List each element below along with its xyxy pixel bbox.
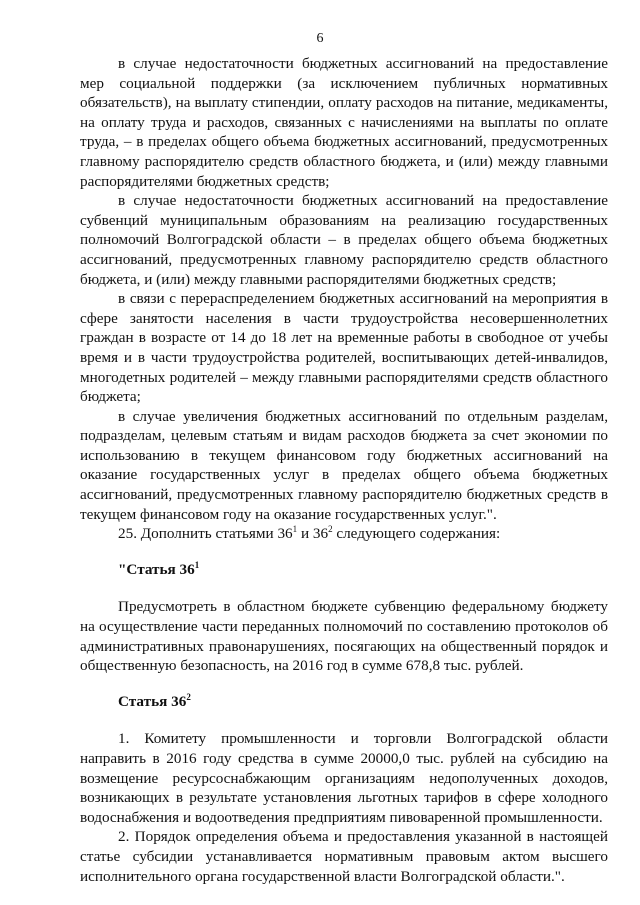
amendment-suffix: следующего содержания: (332, 525, 501, 543)
amendment-25 (80, 524, 608, 544)
article-36-1-title-sup: 1 (194, 559, 200, 570)
paragraph-budget-increase: в случае увеличения бюджетных ассигнований по отдельным разделам, подразделам, целевым статьям и видам расходов бюджета за счет экономии по использованию в текущем финансовом году бюджетных ассигнований на оказание государственных услуг в пределах общего объема бюджетных ассигнований, предусмотренных главному распорядителю бюджетных средств в текущем финансовом году на оказание государственных услуг.". (80, 407, 608, 523)
article-36-1-title-text: "Статья 36 (118, 560, 195, 578)
article-36-2-item-2: 2. Порядок определения объема и предоставления указанной в настоящей статье субсидии устанавливается нормативным правовым актом высшего исполнительного органа государственной власти Волгоградской области.". (80, 828, 608, 885)
amendment-sup-1: 1 (292, 524, 298, 535)
amendment-sup-2: 2 (328, 524, 333, 535)
document-body (80, 54, 608, 886)
article-36-2-title-text: Статья 36 (118, 692, 187, 710)
paragraph-budget-social-support: в случае недостаточности бюджетных ассигнований на предоставление мер социальной поддержки (за исключением публичных нормативных обязательств), на выплату стипендии, оплату расходов на питание, медикаменты, на оплату труда и расходов, связанных с начислениями на выплаты по оплате труда, – в пределах общего объема бюджетных ассигнований, предусмотренных главному распорядителю средств областного бюджета, и (или) между главными распорядителями бюджетных средств; (80, 55, 608, 190)
page-number: 6 (316, 31, 324, 46)
article-36-2-title (80, 692, 608, 712)
article-36-2-title-sup: 2 (186, 691, 191, 702)
article-36-1-text: Предусмотреть в областном бюджете субвенцию федеральному бюджету на осуществление части переданных полномочий по составлению протоколов об административных правонарушениях, посягающих на общественный порядок и общественную безопасность, на 2016 год в сумме 678,8 тыс. рублей. (80, 598, 608, 675)
paragraph-budget-subventions: в случае недостаточности бюджетных ассигнований на предоставление субвенций муниципальным образованиям на реализацию государственных полномочий Волгоградской области – в пределах общего объема бюджетных ассигнований, предусмотренных главному распорядителю средств областного бюджета, и (или) между главными распорядителями бюджетных средств; (80, 192, 608, 288)
amendment-middle: и 36 (297, 525, 329, 543)
amendment-prefix: 25. Дополнить статьями 36 (118, 525, 293, 543)
article-36-1-title (80, 560, 608, 580)
paragraph-employment-redistribution: в связи с перераспределением бюджетных ассигнований на мероприятия в сфере занятости населения в части трудоустройства несовершеннолетних граждан в возрасте от 14 до 18 лет на временные работы в свободное от учебы время и в части трудоустройства родителей, воспитывающих детей-инвалидов, многодетных родителей – между главными распорядителями средств областного бюджета; (80, 290, 608, 406)
article-36-2-item-1: 1. Комитету промышленности и торговли Волгоградской области направить в 2016 году средства в сумме 20000,0 тыс. рублей на субсидию на возмещение ресурсоснабжающим организациям недополученных доходов, возникающих в результате установления льготных тарифов в сфере холодного водоснабжения и водоотведения предприятиям пивоваренной промышленности. (80, 730, 608, 826)
